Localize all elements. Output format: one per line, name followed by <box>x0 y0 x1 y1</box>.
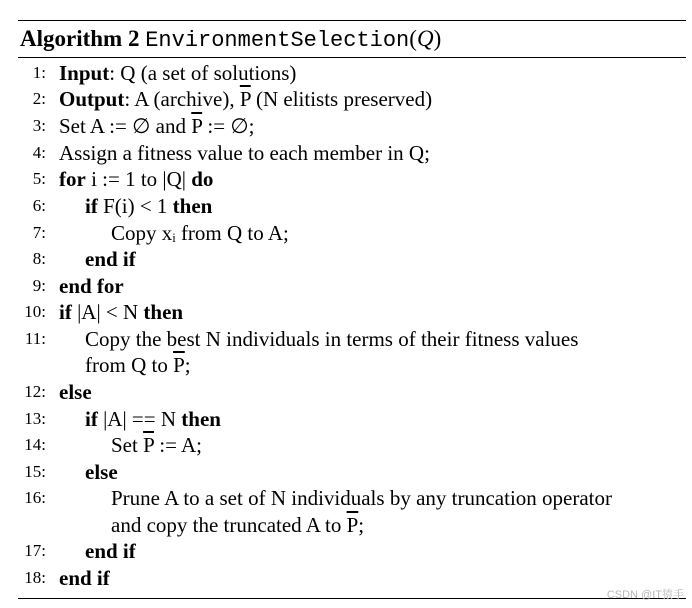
line-16: Prune A to a set of N individuals by any truncation operator <box>111 486 612 510</box>
line-number: 7: <box>32 223 46 242</box>
line-10: if |A| < N then <box>59 300 184 324</box>
line-12: else <box>59 380 92 404</box>
title-rule <box>18 57 686 58</box>
line-number: 14: <box>24 435 46 454</box>
line-number: 8: <box>32 249 46 268</box>
line-13: if |A| == N then <box>85 407 221 431</box>
line-16-cont: and copy the truncated A to $\overline{P}$; <box>111 513 365 537</box>
line-6: if F(i) < 1 then <box>85 194 213 218</box>
line-number: 17: <box>24 541 46 560</box>
top-rule <box>18 20 686 21</box>
line-18: end if <box>59 566 110 590</box>
line-number: 12: <box>24 382 46 401</box>
line-number: 4: <box>32 143 46 162</box>
algorithm-name: EnvironmentSelection <box>145 28 410 53</box>
line-number: 5: <box>32 169 46 188</box>
line-2: Output: A (archive), $\overline{P}$ (N elitists preserved) <box>59 87 433 111</box>
algorithm-label: Algorithm 2 <box>20 26 140 51</box>
line-number: 13: <box>24 409 46 428</box>
line-number: 2: <box>32 89 46 108</box>
line-3: Set A := ∅ and $\overline{P}$ := ∅; <box>59 114 255 138</box>
line-7: Copy xᵢ from Q to A; <box>111 221 289 245</box>
line-number: 1: <box>32 63 46 82</box>
line-number: 10: <box>24 302 46 321</box>
line-8: end if <box>85 247 136 271</box>
watermark: CSDN @IT猿手 <box>606 589 684 601</box>
line-number: 18: <box>24 568 46 587</box>
line-11: Copy the best N individuals in terms of their fitness values <box>85 327 579 351</box>
algorithm-title: Algorithm 2 EnvironmentSelection(Q) <box>20 26 442 53</box>
line-5: for i := 1 to |Q| do <box>59 167 214 191</box>
line-number: 16: <box>24 488 46 507</box>
line-number: 11: <box>24 329 46 348</box>
bottom-rule <box>18 598 686 599</box>
line-number: 15: <box>24 462 46 481</box>
line-1: Input: Q (a set of solutions) <box>59 61 297 85</box>
line-number: 3: <box>32 116 46 135</box>
algorithm-param: Q <box>416 26 434 51</box>
line-9: end for <box>59 274 124 298</box>
line-4: Assign a fitness value to each member in Q; <box>59 141 430 165</box>
line-17: end if <box>85 539 136 563</box>
line-number: 9: <box>32 276 46 295</box>
line-number: 6: <box>32 196 46 215</box>
line-11-cont: from Q to $\overline{P}$; <box>85 353 191 377</box>
line-15: else <box>85 460 118 484</box>
line-14: Set $\overline{P}$ := A; <box>111 433 203 457</box>
